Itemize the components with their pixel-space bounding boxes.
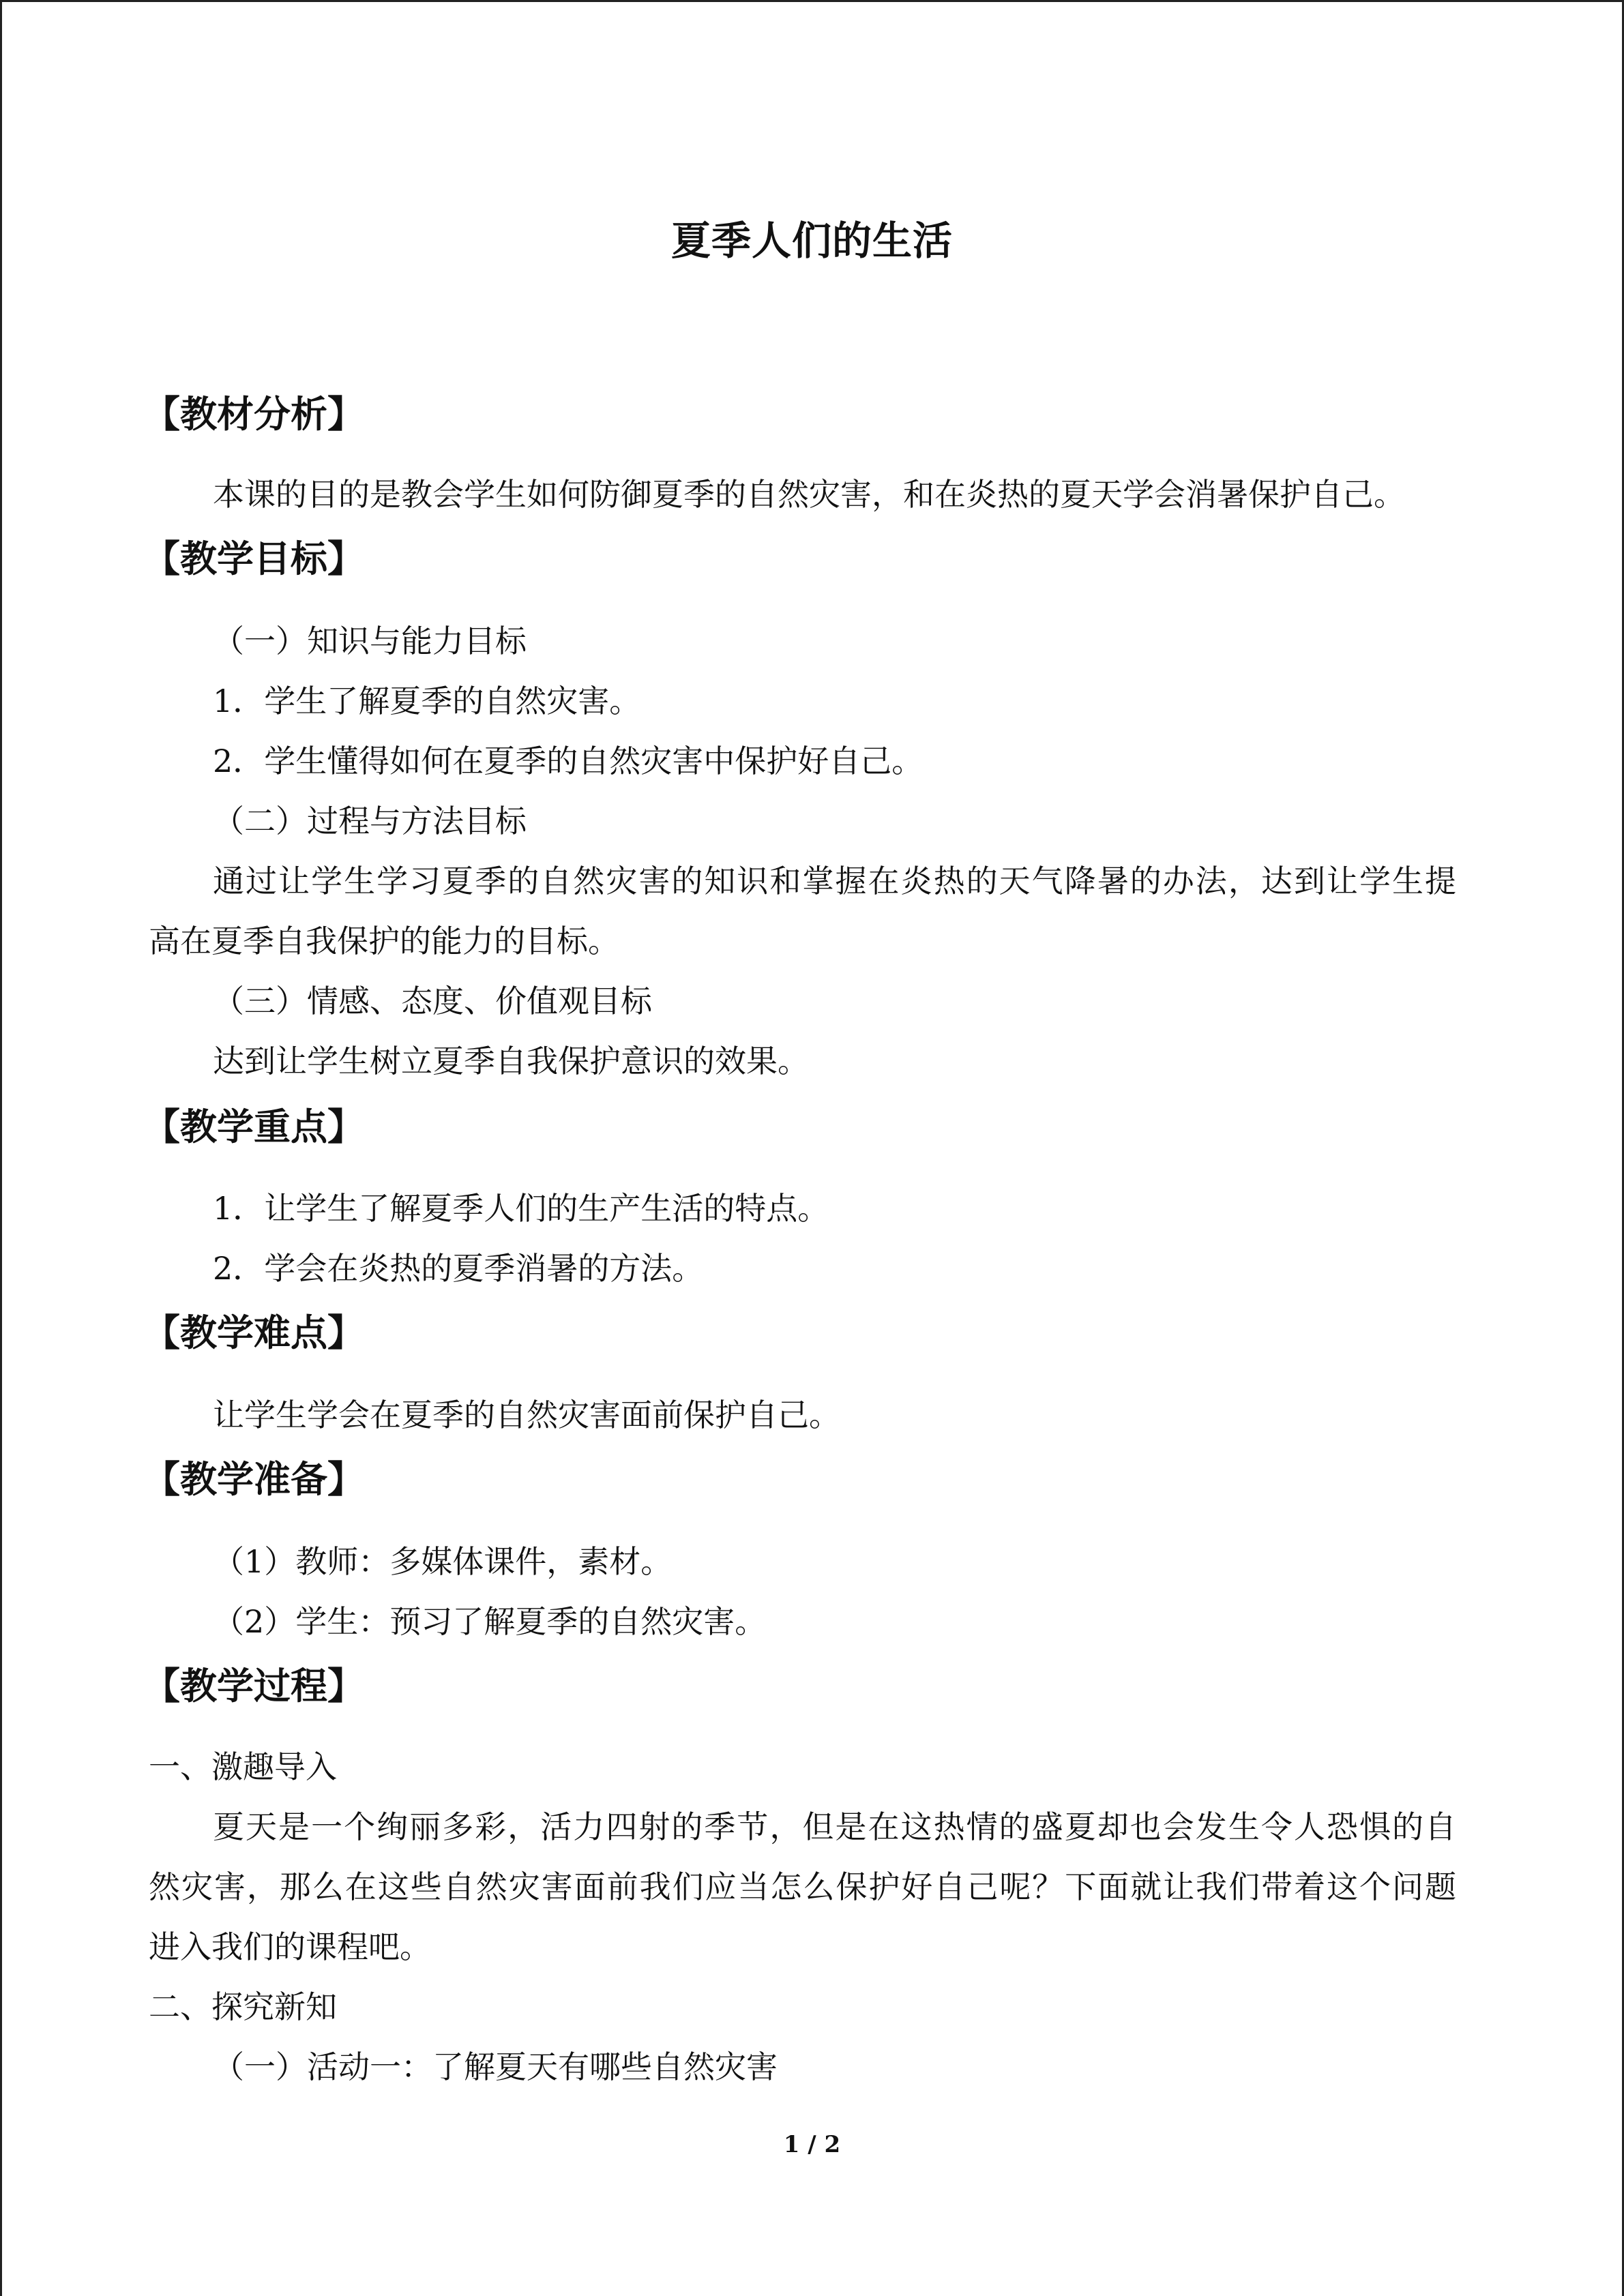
page-number: 1 / 2 [783,2131,841,2158]
emotion-goals-text: 达到让学生树立夏季自我保护意识的效果。 [213,1043,809,1079]
section-heading-key-points: 【教学重点】 [143,1105,364,1148]
knowledge-goal-item-2: 2．学生懂得如何在夏季的自然灾害中保护好自己。 [213,743,924,779]
process-goals-title: （二）过程与方法目标 [213,803,527,839]
preparation-item-1: （1）教师：多媒体课件，素材。 [213,1543,673,1580]
process-step-2-title: 二、探究新知 [149,1988,337,2025]
knowledge-goal-item-1: 1．学生了解夏季的自然灾害。 [213,683,641,719]
preparation-item-2: （2）学生：预习了解夏季的自然灾害。 [213,1603,767,1640]
difficulties-text: 让学生学会在夏季的自然灾害面前保护自己。 [213,1397,840,1433]
section-heading-difficulties: 【教学难点】 [143,1311,364,1354]
process-goals-text-line-2: 高在夏季自我保护的能力的目标。 [149,923,619,959]
process-step-1-line-3: 进入我们的课程吧。 [149,1928,431,1965]
page-border-top [0,0,1624,2]
document-title: 夏季人们的生活 [670,218,953,264]
key-point-item-2: 2．学会在炎热的夏季消暑的方法。 [213,1250,704,1287]
process-goals-text-line-1: 通过让学生学习夏季的自然灾害的知识和掌握在炎热的天气降暑的办法，达到让学生提 [213,863,1456,899]
section-heading-materials-analysis: 【教材分析】 [143,393,364,436]
page-border-left [0,0,2,2296]
materials-analysis-text: 本课的目的是教会学生如何防御夏季的自然灾害，和在炎热的夏天学会消暑保护自己。 [213,476,1405,513]
key-point-item-1: 1．让学生了解夏季人们的生产生活的特点。 [213,1190,829,1227]
section-heading-teaching-goals: 【教学目标】 [143,537,364,580]
process-step-1-title: 一、激趣导入 [149,1748,337,1785]
process-step-1-line-1: 夏天是一个绚丽多彩，活力四射的季节，但是在这热情的盛夏却也会发生令人恐惧的自 [213,1808,1456,1845]
knowledge-goals-title: （一）知识与能力目标 [213,623,527,659]
activity-1-title: （一）活动一：了解夏天有哪些自然灾害 [213,2048,778,2085]
section-heading-process: 【教学过程】 [143,1665,364,1708]
process-step-1-line-2: 然灾害，那么在这些自然灾害面前我们应当怎么保护好自己呢？下面就让我们带着这个问题 [149,1868,1456,1905]
section-heading-preparation: 【教学准备】 [143,1458,364,1501]
emotion-goals-title: （三）情感、态度、价值观目标 [213,983,652,1019]
